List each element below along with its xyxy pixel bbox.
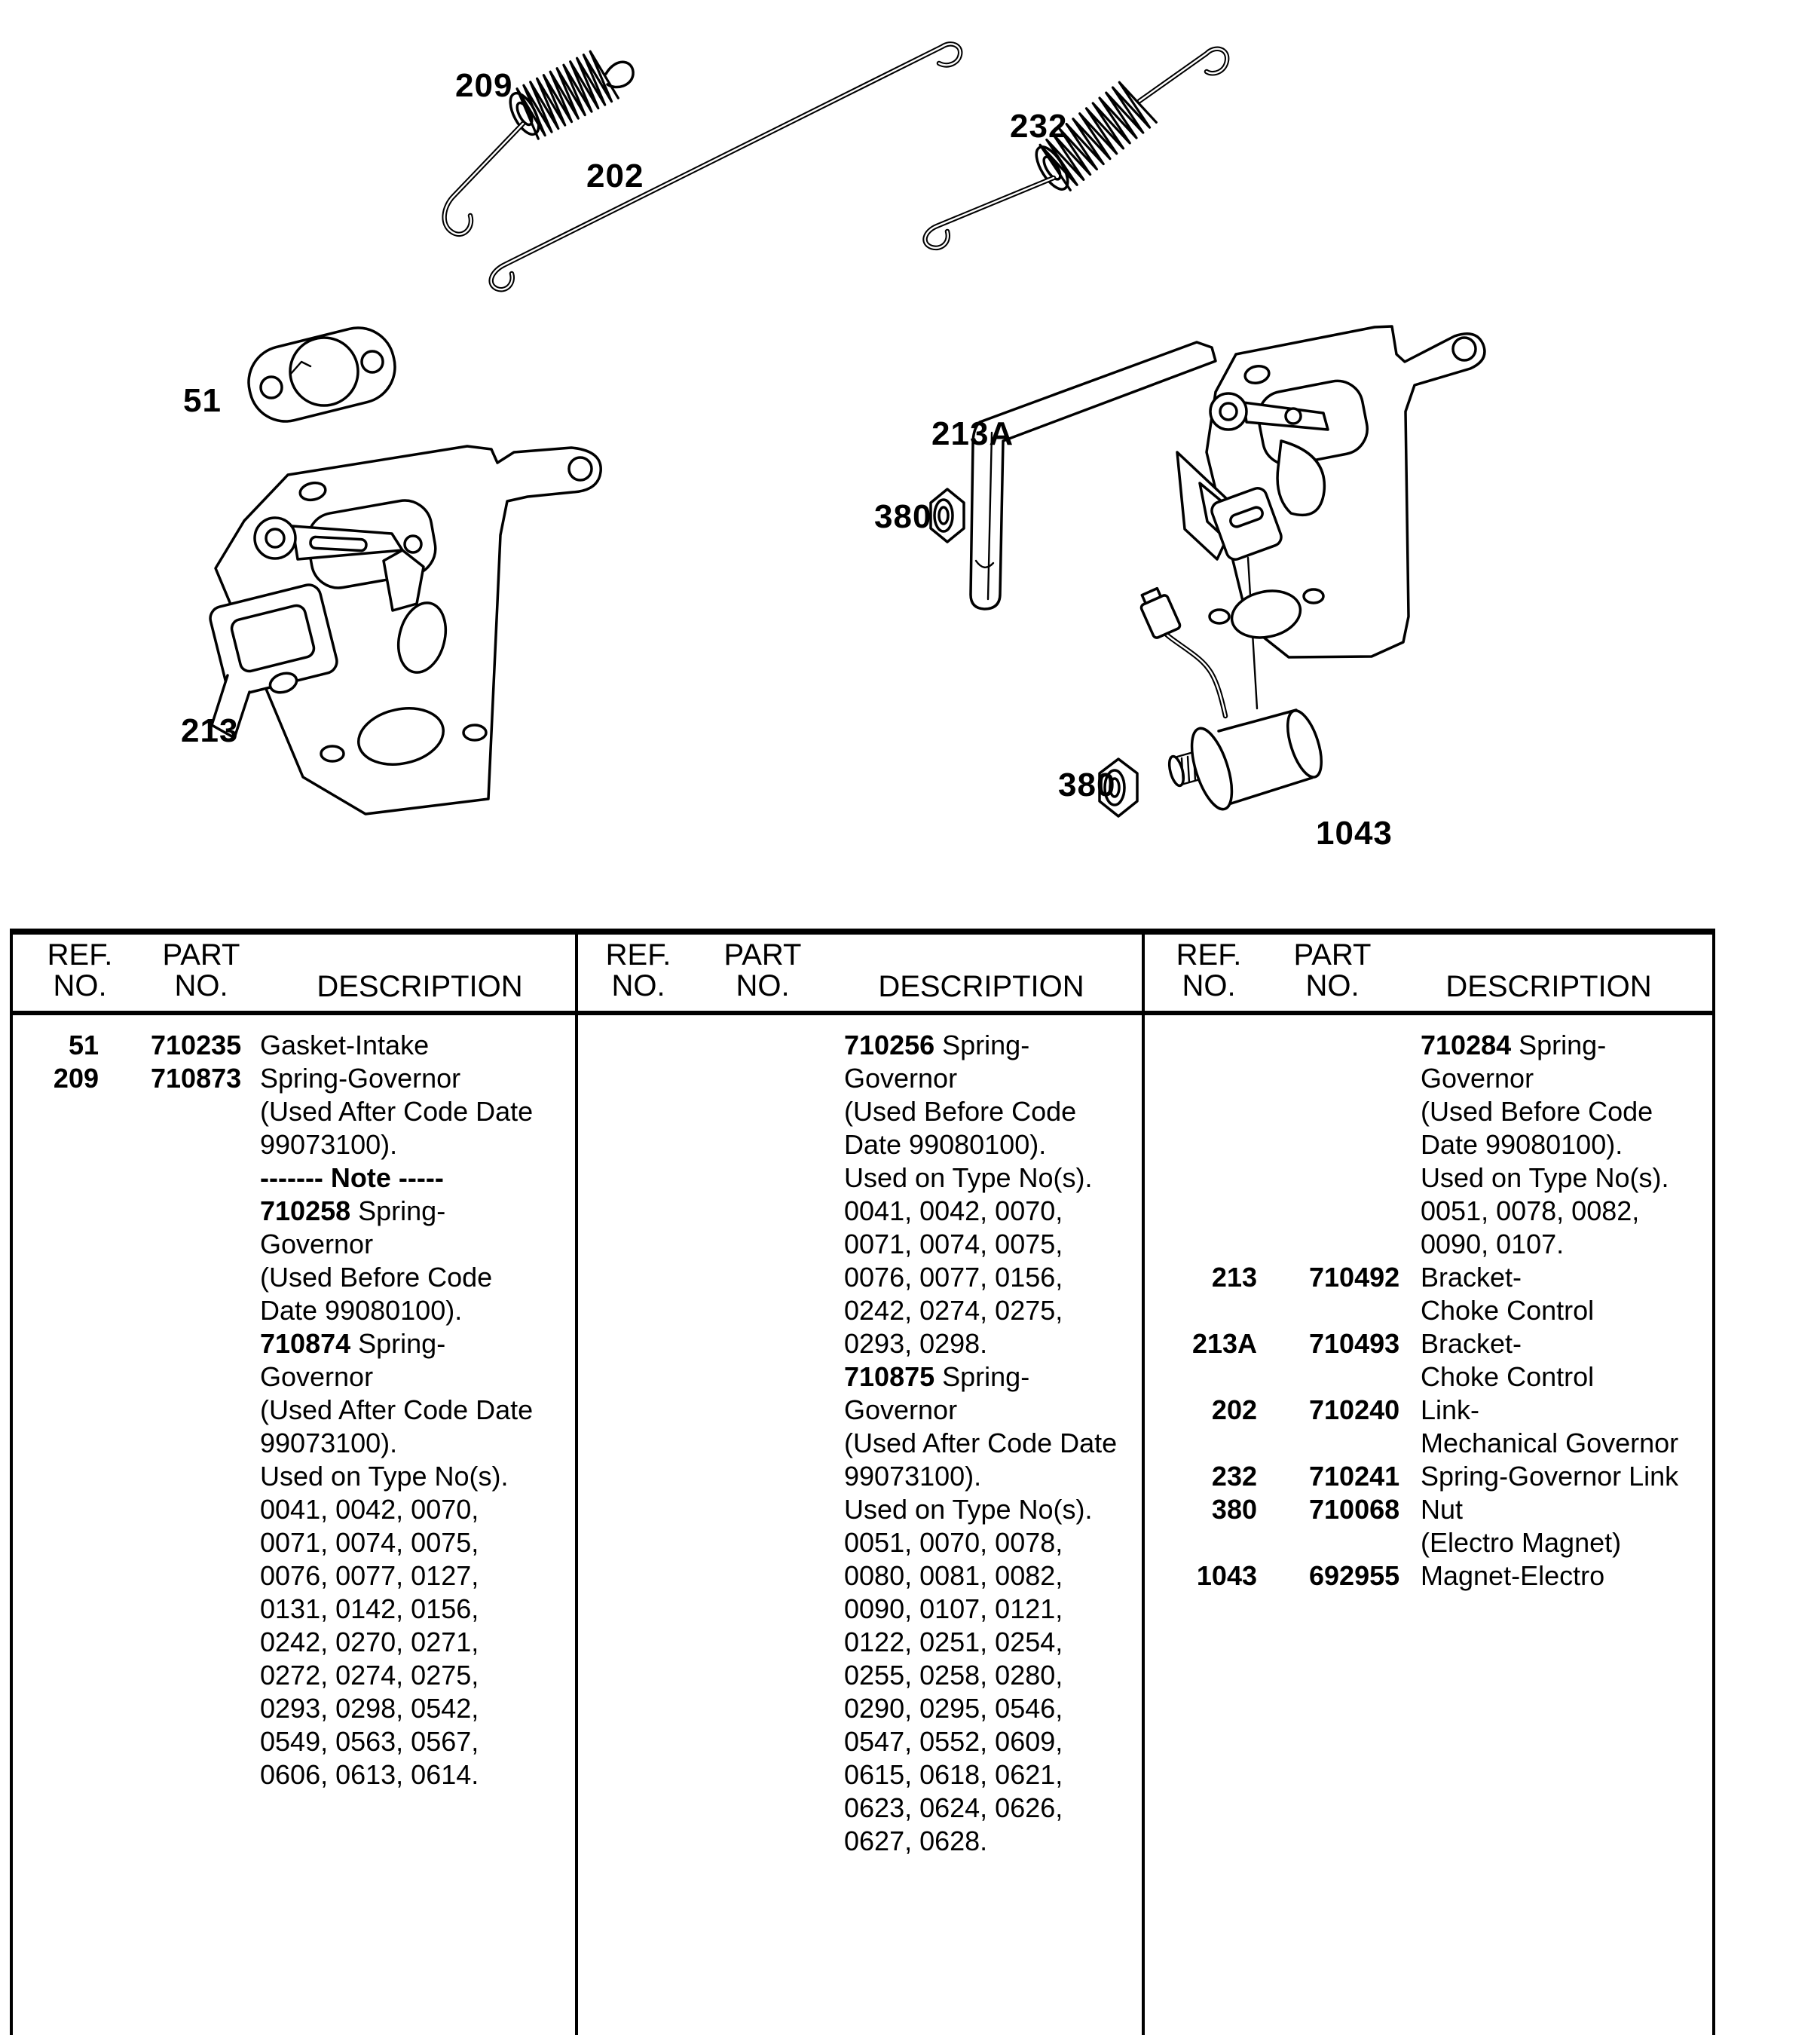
table-column-3 bbox=[1144, 1030, 1709, 1593]
description-text: 0041, 0042, 0070, bbox=[844, 1195, 1063, 1226]
table-line bbox=[1144, 1394, 1709, 1428]
description-text: 710874 Spring- bbox=[260, 1328, 446, 1359]
table-line bbox=[1144, 1295, 1709, 1328]
callout-213: 213 bbox=[181, 712, 239, 749]
description-text: 99073100). bbox=[260, 1428, 398, 1458]
table-line bbox=[1144, 1428, 1709, 1461]
description-text: 710256 Spring- bbox=[844, 1030, 1030, 1060]
description-text: (Used After Code Date bbox=[260, 1096, 534, 1127]
description-text: Magnet-Electro bbox=[1421, 1560, 1605, 1591]
table-line bbox=[15, 1262, 573, 1295]
table-line bbox=[577, 1361, 1138, 1394]
table-line bbox=[577, 1096, 1138, 1129]
description-text: Date 99080100). bbox=[1421, 1129, 1623, 1160]
rod-highlight bbox=[445, 124, 523, 234]
description-text: Governor bbox=[260, 1361, 374, 1392]
table-left-border bbox=[10, 929, 13, 2035]
callout-209: 209 bbox=[455, 67, 513, 104]
description-text: Bracket- bbox=[1421, 1262, 1522, 1293]
col3-part-no-header: PART NO. bbox=[1293, 938, 1372, 1002]
description-text: 0041, 0042, 0070, bbox=[260, 1494, 479, 1525]
table-line bbox=[1144, 1195, 1709, 1229]
table-line bbox=[1144, 1063, 1709, 1096]
table-line bbox=[577, 1328, 1138, 1361]
table-line bbox=[15, 1361, 573, 1394]
description-text: 0615, 0618, 0621, bbox=[844, 1759, 1063, 1790]
part-no: 710873 bbox=[151, 1063, 242, 1094]
description-text: Choke Control bbox=[1421, 1295, 1595, 1326]
description-text: 0090, 0107, 0121, bbox=[844, 1593, 1063, 1624]
description-text: Gasket-Intake bbox=[260, 1030, 430, 1060]
table-column-1 bbox=[15, 1030, 573, 1792]
table-line bbox=[577, 1593, 1138, 1626]
description-text: (Used Before Code bbox=[844, 1096, 1077, 1127]
description-text: ------- Note ----- bbox=[260, 1162, 444, 1193]
description-text: 710284 Spring- bbox=[1421, 1030, 1607, 1060]
description-text: Nut bbox=[1421, 1494, 1464, 1525]
table-line bbox=[577, 1726, 1138, 1759]
description-text: 0293, 0298. bbox=[844, 1328, 988, 1359]
table-line bbox=[15, 1129, 573, 1162]
description-text: Bracket- bbox=[1421, 1328, 1522, 1359]
table-line bbox=[15, 1162, 573, 1195]
table-line bbox=[15, 1096, 573, 1129]
hex-nut-380-upper-drawing bbox=[931, 489, 964, 542]
table-line bbox=[577, 1295, 1138, 1328]
callout-380-lower: 380 bbox=[1058, 767, 1116, 803]
table-line bbox=[15, 1195, 573, 1229]
description-text: 0131, 0142, 0156, bbox=[260, 1593, 479, 1624]
description-text: (Used Before Code bbox=[1421, 1096, 1653, 1127]
description-text: 0547, 0552, 0609, bbox=[844, 1726, 1063, 1757]
part-no: 710068 bbox=[1309, 1494, 1400, 1525]
description-text: 710875 Spring- bbox=[844, 1361, 1030, 1392]
part-no: 692955 bbox=[1309, 1560, 1400, 1591]
table-line bbox=[577, 1262, 1138, 1295]
table-line bbox=[1144, 1560, 1709, 1593]
description-text: 0606, 0613, 0614. bbox=[260, 1759, 479, 1790]
table-line bbox=[1144, 1461, 1709, 1494]
part-no: 710240 bbox=[1309, 1394, 1400, 1425]
description-text: 0122, 0251, 0254, bbox=[844, 1626, 1063, 1657]
description-text: 0627, 0628. bbox=[844, 1825, 988, 1856]
description-text: 710258 Spring- bbox=[260, 1195, 446, 1226]
table-header-separator bbox=[10, 1011, 1715, 1015]
part-no: 710492 bbox=[1309, 1262, 1400, 1293]
description-text: 0071, 0074, 0075, bbox=[844, 1229, 1063, 1259]
description-text: Used on Type No(s). bbox=[1421, 1162, 1669, 1193]
table-line bbox=[577, 1626, 1138, 1660]
table-column-2 bbox=[577, 1030, 1138, 1859]
governor-link-spring-232-drawing bbox=[925, 49, 1228, 248]
description-text: Date 99080100). bbox=[260, 1295, 463, 1326]
table-line bbox=[15, 1693, 573, 1726]
table-line bbox=[1144, 1229, 1709, 1262]
table-line bbox=[1144, 1361, 1709, 1394]
description-text: 0272, 0274, 0275, bbox=[260, 1660, 479, 1691]
table-line bbox=[15, 1660, 573, 1693]
callout-380-upper: 380 bbox=[874, 498, 932, 535]
table-line bbox=[15, 1527, 573, 1560]
table-line bbox=[15, 1229, 573, 1262]
ref-no: 232 bbox=[1211, 1461, 1257, 1492]
table-line bbox=[577, 1428, 1138, 1461]
col3-description-header: DESCRIPTION bbox=[1445, 970, 1652, 1003]
description-text: Spring-Governor Link bbox=[1421, 1461, 1679, 1492]
description-text: 99073100). bbox=[260, 1129, 398, 1160]
table-line bbox=[577, 1693, 1138, 1726]
description-text: 0071, 0074, 0075, bbox=[260, 1527, 479, 1558]
table-line bbox=[577, 1825, 1138, 1859]
col1-part-no-header: PART NO. bbox=[162, 938, 240, 1002]
col2-description-header: DESCRIPTION bbox=[878, 970, 1084, 1003]
callout-202: 202 bbox=[586, 158, 644, 194]
table-line bbox=[577, 1461, 1138, 1494]
description-text: 0549, 0563, 0567, bbox=[260, 1726, 479, 1757]
col1-ref-no-header: REF. NO. bbox=[47, 938, 113, 1002]
description-text: Used on Type No(s). bbox=[844, 1162, 1093, 1193]
table-line bbox=[1144, 1527, 1709, 1560]
table-line bbox=[577, 1063, 1138, 1096]
description-text: 0290, 0295, 0546, bbox=[844, 1693, 1063, 1724]
description-text: Governor bbox=[260, 1229, 374, 1259]
ref-no: 202 bbox=[1211, 1394, 1257, 1425]
description-text: Spring-Governor bbox=[260, 1063, 461, 1094]
table-line bbox=[15, 1428, 573, 1461]
table-line bbox=[577, 1494, 1138, 1527]
table-line bbox=[577, 1660, 1138, 1693]
table-line bbox=[15, 1394, 573, 1428]
description-text: (Used After Code Date bbox=[260, 1394, 534, 1425]
ref-no: 209 bbox=[53, 1063, 99, 1094]
table-line bbox=[1144, 1494, 1709, 1527]
table-line bbox=[1144, 1030, 1709, 1063]
col2-ref-no-header: REF. NO. bbox=[605, 938, 671, 1002]
col2-part-no-header: PART NO. bbox=[723, 938, 802, 1002]
description-text: 0080, 0081, 0082, bbox=[844, 1560, 1063, 1591]
table-line bbox=[1144, 1096, 1709, 1129]
table-line bbox=[577, 1162, 1138, 1195]
ref-no: 51 bbox=[68, 1030, 99, 1060]
table-line bbox=[1144, 1162, 1709, 1195]
choke-control-bracket-213-drawing bbox=[208, 446, 601, 814]
table-line bbox=[15, 1030, 573, 1063]
governor-plate-drawing bbox=[1177, 326, 1485, 708]
ref-no: 380 bbox=[1211, 1494, 1257, 1525]
callout-1043: 1043 bbox=[1316, 815, 1393, 852]
description-text: (Used After Code Date bbox=[844, 1428, 1118, 1458]
ref-no: 213A bbox=[1191, 1328, 1257, 1359]
intake-gasket-51-drawing bbox=[241, 320, 402, 429]
description-text: 0242, 0274, 0275, bbox=[844, 1295, 1063, 1326]
table-line bbox=[15, 1560, 573, 1593]
ref-no: 1043 bbox=[1196, 1560, 1257, 1591]
rod-highlight bbox=[1163, 631, 1225, 716]
table-line bbox=[1144, 1262, 1709, 1295]
description-text: 0293, 0298, 0542, bbox=[260, 1693, 479, 1724]
table-line bbox=[577, 1560, 1138, 1593]
callout-232: 232 bbox=[1010, 108, 1068, 145]
description-text: Mechanical Governor bbox=[1421, 1428, 1679, 1458]
table-line bbox=[577, 1195, 1138, 1229]
table-top-border bbox=[10, 929, 1715, 935]
table-line bbox=[577, 1527, 1138, 1560]
table-right-border bbox=[1712, 929, 1715, 2035]
table-line bbox=[577, 1030, 1138, 1063]
description-text: Used on Type No(s). bbox=[844, 1494, 1093, 1525]
description-text: (Electro Magnet) bbox=[1421, 1527, 1622, 1558]
description-text: Governor bbox=[1421, 1063, 1534, 1094]
parts-diagram bbox=[0, 0, 1820, 927]
col1-description-header: DESCRIPTION bbox=[317, 970, 523, 1003]
description-text: 0076, 0077, 0127, bbox=[260, 1560, 479, 1591]
callout-51: 51 bbox=[183, 382, 222, 419]
ref-no: 213 bbox=[1211, 1262, 1257, 1293]
col3-ref-no-header: REF. NO. bbox=[1176, 938, 1242, 1002]
description-text: 0623, 0624, 0626, bbox=[844, 1792, 1063, 1823]
table-line bbox=[1144, 1129, 1709, 1162]
table-line bbox=[577, 1759, 1138, 1792]
description-text: Date 99080100). bbox=[844, 1129, 1047, 1160]
table-line bbox=[577, 1129, 1138, 1162]
table-line bbox=[577, 1792, 1138, 1825]
description-text: Governor bbox=[844, 1394, 958, 1425]
table-line bbox=[15, 1295, 573, 1328]
description-text: 99073100). bbox=[844, 1461, 982, 1492]
callout-213a: 213A bbox=[931, 415, 1014, 452]
table-line bbox=[15, 1494, 573, 1527]
description-text: 0090, 0107. bbox=[1421, 1229, 1565, 1259]
description-text: Governor bbox=[844, 1063, 958, 1094]
table-line bbox=[577, 1229, 1138, 1262]
table-line bbox=[15, 1726, 573, 1759]
description-text: Used on Type No(s). bbox=[260, 1461, 509, 1492]
table-line bbox=[15, 1593, 573, 1626]
description-text: 0242, 0270, 0271, bbox=[260, 1626, 479, 1657]
table-line bbox=[15, 1626, 573, 1660]
table-line bbox=[15, 1461, 573, 1494]
table-line bbox=[15, 1063, 573, 1096]
table-line bbox=[577, 1394, 1138, 1428]
description-text: 0076, 0077, 0156, bbox=[844, 1262, 1063, 1293]
part-no: 710493 bbox=[1309, 1328, 1400, 1359]
part-no: 710241 bbox=[1309, 1461, 1400, 1492]
description-text: Link- bbox=[1421, 1394, 1480, 1425]
description-text: 0255, 0258, 0280, bbox=[844, 1660, 1063, 1691]
table-line bbox=[1144, 1328, 1709, 1361]
part-no: 710235 bbox=[151, 1030, 242, 1060]
description-text: (Used Before Code bbox=[260, 1262, 493, 1293]
table-line bbox=[15, 1759, 573, 1792]
table-line bbox=[15, 1328, 573, 1361]
description-text: 0051, 0078, 0082, bbox=[1421, 1195, 1640, 1226]
description-text: Choke Control bbox=[1421, 1361, 1595, 1392]
description-text: 0051, 0070, 0078, bbox=[844, 1527, 1063, 1558]
